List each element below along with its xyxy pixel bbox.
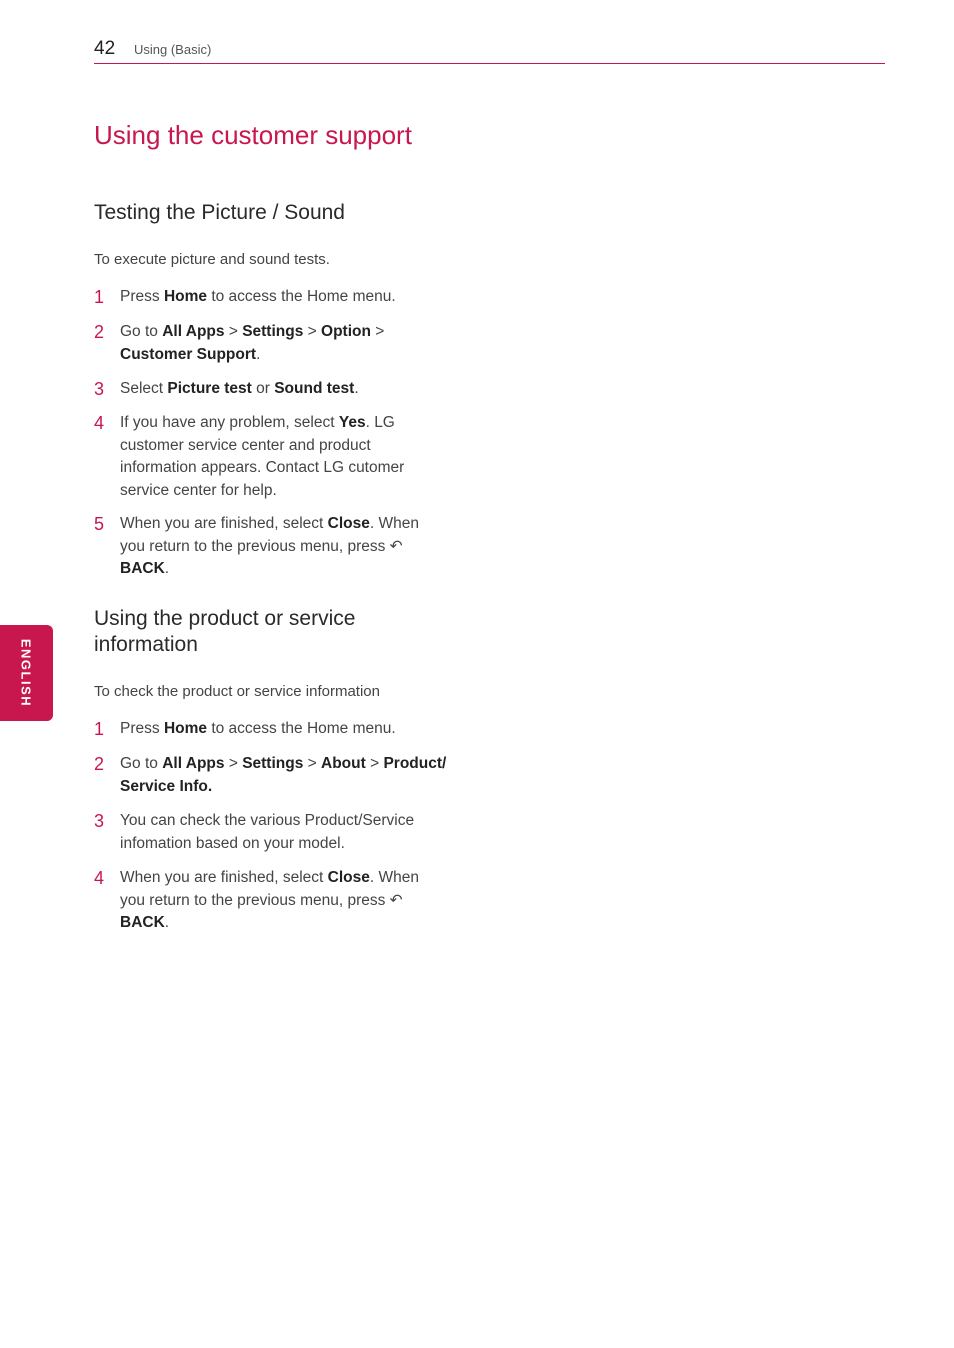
page-title: Using the customer support (94, 120, 412, 150)
step-number: 3 (94, 811, 105, 831)
section-heading-product-info: Using the product or service information (94, 607, 356, 656)
page-number: 42 (94, 38, 116, 59)
back-icon: ↶ (389, 891, 403, 909)
step-1 (94, 718, 464, 741)
step-number: 1 (94, 287, 105, 307)
step-text: Go to All Apps > Settings > Option > Customer Support. (120, 323, 385, 363)
step-3 (94, 810, 444, 855)
step-number: 2 (94, 754, 105, 774)
step-4 (94, 867, 424, 935)
step-text: Press Home to access the Home menu. (120, 720, 396, 737)
step-1 (94, 286, 464, 309)
step-5 (94, 513, 424, 581)
section-intro: To check the product or service information (94, 683, 380, 700)
step-number: 3 (94, 379, 105, 399)
section-intro: To execute picture and sound tests. (94, 251, 330, 268)
step-number: 5 (94, 514, 105, 534)
step-text: When you are finished, select Close. When you return to the previous menu, press ↶ BACK. (120, 515, 419, 577)
step-4 (94, 412, 434, 502)
step-2 (94, 753, 464, 798)
section-name: Using (Basic) (134, 42, 212, 57)
step-number: 1 (94, 719, 105, 739)
step-text: If you have any problem, select Yes. LG customer service center and product information appears. Contact LG cutomer service center for help. (120, 414, 405, 499)
step-text: Select Picture test or Sound test. (120, 380, 359, 397)
step-number: 4 (94, 413, 105, 433)
step-text: Press Home to access the Home menu. (120, 288, 396, 305)
step-number: 2 (94, 322, 105, 342)
page-header (94, 38, 885, 64)
language-tab (0, 625, 53, 721)
step-number: 4 (94, 868, 105, 888)
section-heading-picture-sound: Testing the Picture / Sound (94, 201, 345, 224)
step-text: When you are finished, select Close. When you return to the previous menu, press ↶ BACK. (120, 869, 419, 931)
step-3 (94, 378, 464, 401)
language-tab-label: ENGLISH (18, 638, 34, 708)
step-text: Go to All Apps > Settings > About > Product/ Service Info. (120, 755, 447, 795)
step-2 (94, 321, 464, 366)
step-text: You can check the various Product/Service infomation based on your model. (120, 812, 415, 852)
back-icon: ↶ (389, 537, 403, 555)
